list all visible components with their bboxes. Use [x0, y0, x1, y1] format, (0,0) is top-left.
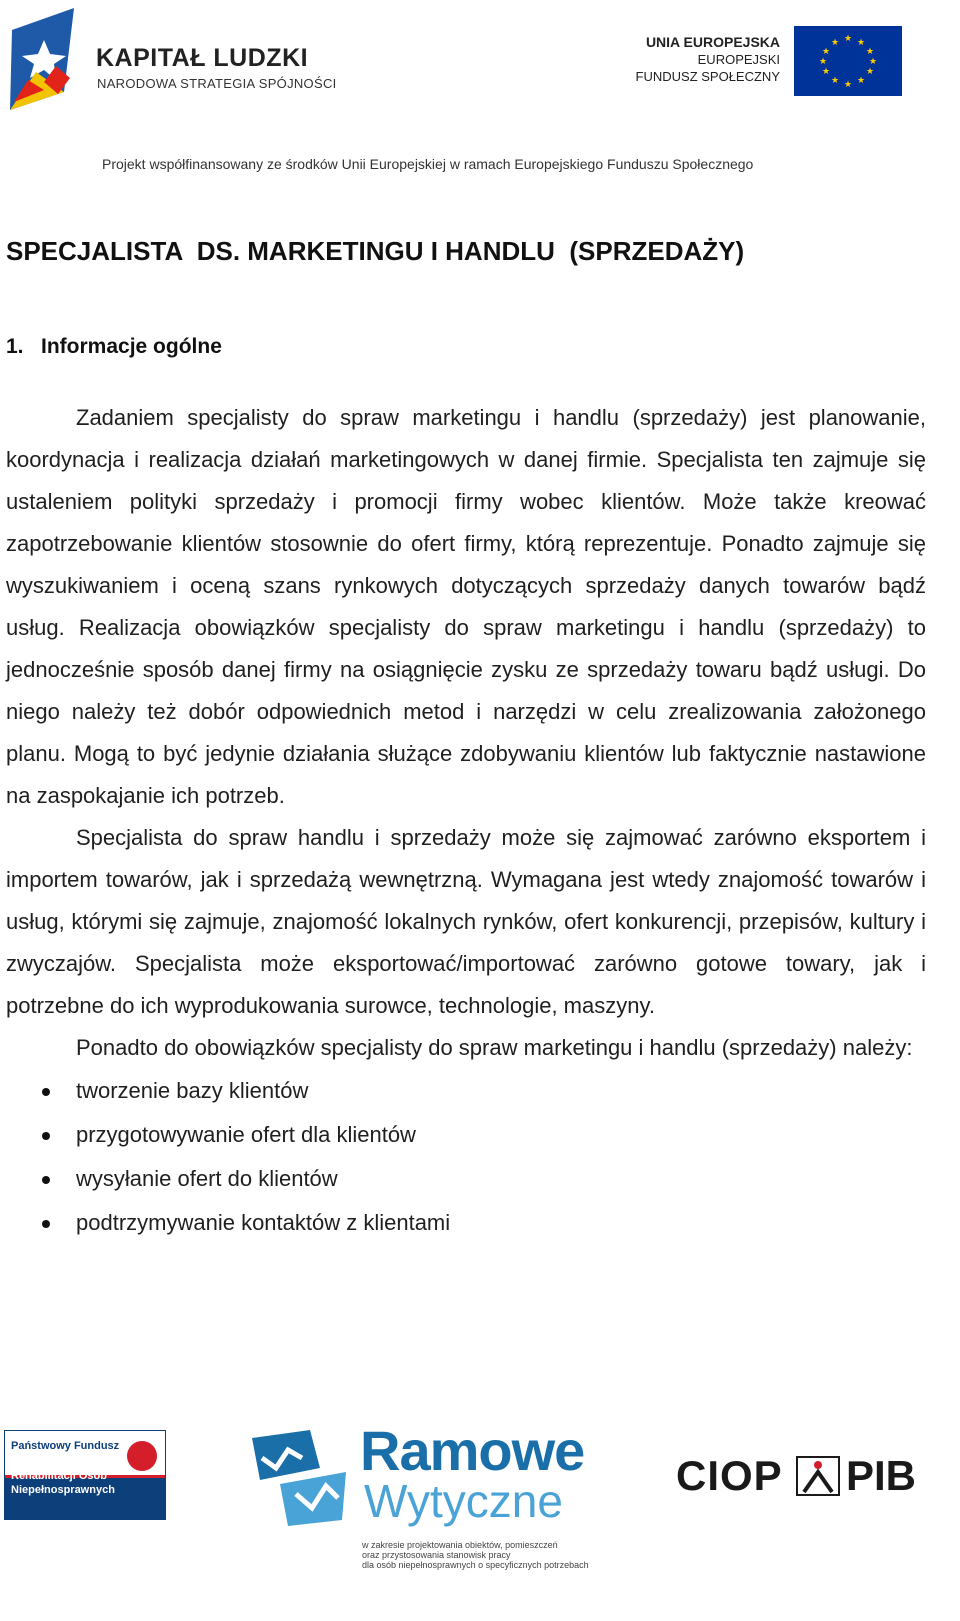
bullet-icon [42, 1088, 50, 1096]
list-item-text: przygotowywanie ofert dla klientów [76, 1122, 416, 1147]
ramowe-small-3: dla osób niepełnosprawnych o specyficznych potrzebach [362, 1560, 589, 1570]
pfron-emblem-icon [127, 1441, 157, 1471]
kapital-ludzki-subtitle: NARODOWA STRATEGIA SPÓJNOŚCI [97, 76, 337, 91]
eu-flag-icon [794, 26, 902, 96]
pfron-line-1: Państwowy Fundusz [11, 1440, 120, 1452]
bullet-icon [42, 1220, 50, 1228]
section-heading: 1. Informacje ogólne [6, 335, 222, 358]
svg-text:★: ★ [856, 38, 866, 48]
list-item [6, 1069, 926, 1113]
eu-line-3: FUNDUSZ SPOŁECZNY [635, 69, 780, 84]
pfron-line-3: Niepełnosprawnych [11, 1484, 115, 1496]
svg-text:★: ★ [865, 67, 875, 77]
list-item-text: tworzenie bazy klientów [76, 1078, 309, 1103]
svg-text:★: ★ [856, 76, 866, 86]
bullet-icon [42, 1132, 50, 1140]
list-item-text: podtrzymywanie kontaktów z klientami [76, 1210, 451, 1235]
ramowe-title: Ramowe [360, 1419, 585, 1482]
pfron-logo [4, 1430, 166, 1520]
svg-text:★: ★ [843, 34, 853, 44]
pib-text: PIB [846, 1452, 917, 1499]
svg-text:★: ★ [821, 67, 831, 77]
list-item [6, 1157, 926, 1201]
paragraph-3: Ponadto do obowiązków specjalisty do spraw marketingu i handlu (sprzedaży) należy: [76, 1035, 913, 1060]
list-item [6, 1113, 926, 1157]
ramowe-wytyczne-mark-icon [250, 1428, 350, 1528]
svg-text:★: ★ [868, 57, 878, 67]
bullet-icon [42, 1176, 50, 1184]
svg-text:★: ★ [821, 47, 831, 57]
eu-line-2: EUROPEJSKI [697, 52, 780, 67]
list-item-text: wysyłanie ofert do klientów [76, 1166, 338, 1191]
paragraph-1: Zadaniem specjalisty do spraw marketingu i handlu (sprzedaży) jest planowanie, koordynacja i realizacja działań marketingowych w danej firmie. Specjalista ten zajmuje się ustaleniem polityki sprzedaży i promocji firmy wobec klientów. Może także kreować zapotrzebowanie klientów stosownie do ofert firmy, którą reprezentuje. Ponadto zajmuje się wyszukiwaniem i oceną szans rynkowych dotyczących sprzedaży danych towarów bądź usług. Realizacja obowiązków specjalisty do spraw marketingu i handlu (sprzedaży) to jednocześnie sposób danej firmy na osiągnięcie zysku ze sprzedaży towaru bądź usługi. Do niego należy też dobór odpowiednich metod i narzędzi w celu zrealizowania założonego planu. Mogą to być jedynie działania służące zdobywaniu klientów lub faktycznie nastawione na zaspokajanie ich potrzeb. [6, 405, 926, 808]
ramowe-small-1: w zakresie projektowania obiektów, pomieszczeń [362, 1540, 558, 1550]
ciop-pib-emblem-icon [796, 1456, 840, 1496]
ramowe-small-2: oraz przystosowania stanowisk pracy [362, 1550, 511, 1560]
pfron-line-2: Rehabilitacji Osób [11, 1470, 107, 1482]
svg-text:★: ★ [843, 80, 853, 90]
ciop-text: CIOP [676, 1452, 783, 1499]
eu-line-1: UNIA EUROPEJSKA [645, 34, 780, 50]
ramowe-subtitle [362, 1540, 589, 1570]
page-title: SPECJALISTA DS. MARKETINGU I HANDLU (SPRZEDAŻY) [6, 236, 745, 266]
duties-list [6, 1069, 926, 1245]
eu-text-block [636, 34, 780, 85]
wytyczne-title: Wytyczne [364, 1475, 563, 1527]
document-body [6, 397, 926, 1245]
svg-text:★: ★ [818, 57, 828, 67]
svg-text:★: ★ [830, 76, 840, 86]
list-item [6, 1201, 926, 1245]
svg-text:★: ★ [865, 47, 875, 57]
svg-text:★: ★ [830, 38, 840, 48]
kapital-ludzki-title: KAPITAŁ LUDZKI [96, 44, 309, 72]
paragraph-2: Specjalista do spraw handlu i sprzedaży może się zajmować zarówno eksportem i importem towarów, jak i sprzedażą wewnętrzną. Wymagana jest wtedy znajomość towarów i usług, którymi się zajmuje, znajomość lokalnych rynków, ofert konkurencji, przepisów, kultury i zwyczajów. Specjalista może eksportować/importować zarówno gotowe towary, jak i potrzebne do ich wyprodukowania surowce, technologie, maszyny. [6, 825, 926, 1018]
project-cofinancing-line: Projekt współfinansowany ze środków Unii Europejskiej w ramach Europejskiego Funduszu Społecznego [102, 156, 754, 172]
